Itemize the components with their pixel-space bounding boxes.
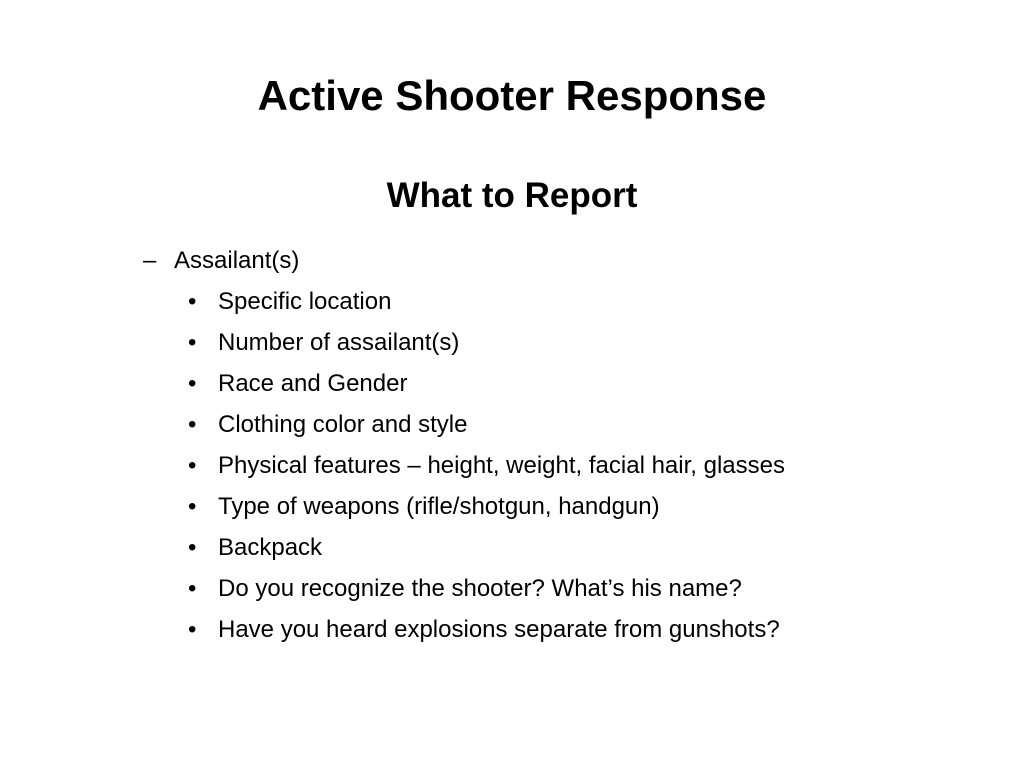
bullet-item [188,286,785,327]
bullet-text: Number of assailant(s) [218,329,460,356]
bullet-item [188,409,785,450]
level1-item-assailants [143,245,299,277]
bullet-text: Have you heard explosions separate from gunshots? [218,616,780,643]
bullet-item [188,450,785,491]
bullet-text: Type of weapons (rifle/shotgun, handgun) [218,493,660,520]
bullet-list [188,286,785,655]
level1-item-label: Assailant(s) [174,247,300,274]
bullet-item [188,573,785,614]
bullet-marker: • [188,452,197,479]
bullet-marker: • [188,534,197,561]
bullet-marker: • [188,575,197,602]
bullet-text: Backpack [218,534,323,561]
slide-subtitle: What to Report [386,176,638,215]
slide-title: Active Shooter Response [257,72,767,119]
bullet-text: Clothing color and style [218,411,468,438]
bullet-marker: • [188,616,197,643]
bullet-marker: • [188,370,197,397]
bullet-text: Specific location [218,288,392,315]
dash-marker: – [143,247,157,274]
bullet-marker: • [188,329,197,356]
bullet-text: Race and Gender [218,370,408,397]
bullet-item [188,327,785,368]
bullet-marker: • [188,493,197,520]
bullet-item [188,532,785,573]
bullet-marker: • [188,288,197,315]
bullet-item [188,368,785,409]
bullet-item [188,491,785,532]
bullet-text: Do you recognize the shooter? What’s his name? [218,575,742,602]
bullet-marker: • [188,411,197,438]
bullet-text: Physical features – height, weight, facial hair, glasses [218,452,785,479]
bullet-item [188,614,785,655]
